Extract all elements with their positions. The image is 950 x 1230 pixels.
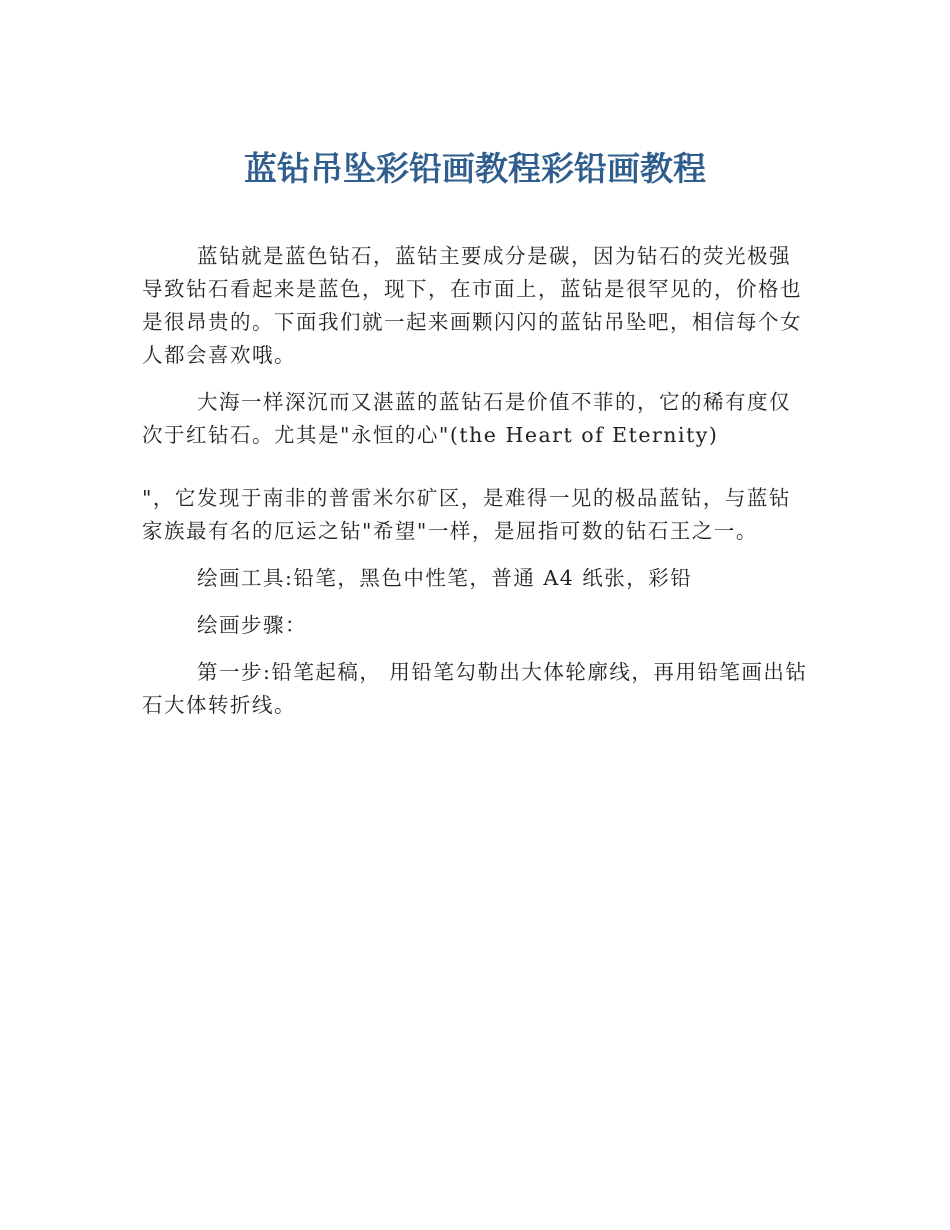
paragraph-step-one: 第一步:铅笔起稿， 用铅笔勾勒出大体轮廓线，再用铅笔画出钻石大体转折线。 [142, 660, 808, 717]
document-body [142, 240, 810, 736]
paragraph-blue-diamond-rarity: 大海一样深沉而又湛蓝的蓝钻石是价值不菲的，它的稀有度仅次于红钻石。尤其是"永恒的心"(the Heart of Eternity) [142, 390, 791, 447]
paragraph-heart-of-eternity: "，它发现于南非的普雷米尔矿区，是难得一见的极品蓝钻，与蓝钻家族最有名的厄运之钻"希望"一样，是屈指可数的钻石王之一。 [142, 486, 791, 543]
document-title: 蓝钻吊坠彩铅画教程彩铅画教程 [244, 149, 706, 188]
paragraph-intro: 蓝钻就是蓝色钻石，蓝钻主要成分是碳，因为钻石的荧光极强导致钻石看起来是蓝色，现下，在市面上，蓝钻是很罕见的，价格也是很昂贵的。下面我们就一起来画颗闪闪的蓝钻吊坠吧，相信每个女人都会喜欢哦。 [142, 244, 802, 367]
paragraph-tools: 绘画工具:铅笔，黑色中性笔，普通 A4 纸张，彩铅 [197, 566, 693, 590]
paragraph-steps-heading: 绘画步骤： [197, 613, 307, 637]
